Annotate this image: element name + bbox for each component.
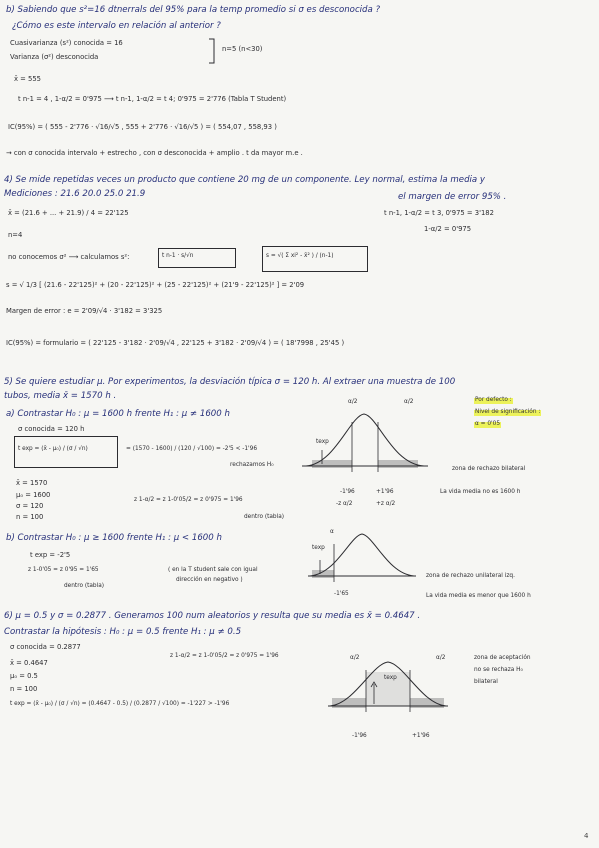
ex5-note-alpha: α = 0'05: [475, 421, 501, 427]
ex5a-reject: rechazamos H₀: [230, 462, 274, 468]
ex6-texp: t exp = (x̄ - μ₀) / (σ / √n) = (0.4647 - 0.5) / (0.2877 / √100) = -1'227 > -1'96: [10, 701, 230, 707]
page-number: 4: [584, 832, 589, 840]
ex5b-conclusion: La vida media es menor que 1600 h: [426, 593, 531, 599]
ex5a-axis-z-right: +z α/2: [376, 501, 396, 507]
ex6-sigma: σ conocida = 0.2877: [10, 643, 81, 651]
ex5a-alpha-right: α/2: [404, 399, 414, 405]
ex4-formula-1: t n-1 · s/√n: [162, 253, 194, 259]
ex6-heading: 6) μ = 0.5 y σ = 0.2877 . Generamos 100 num aleatorios y resulta que su media es x̄ = 0.4647 .: [4, 611, 421, 621]
ex-b-variance: Varianza (σ²) desconocida: [10, 53, 99, 61]
ex5-heading-2: tubos, media x̄ = 1570 h .: [4, 391, 117, 401]
ex-b-t: t n-1 = 4 , 1-α/2 = 0'975 ⟶ t n-1, 1-α/2 = t 4; 0'975 = 2'776 (Tabla T Student): [18, 95, 287, 103]
ex5a-s: σ = 120: [16, 502, 44, 510]
ex-b-conclusion: → con σ conocida intervalo + estrecho , con σ desconocida + amplio . t da mayor m.e .: [6, 149, 303, 157]
ex6-axis-right: +1'96: [412, 733, 430, 739]
ex5a-bilateral-graph: [300, 406, 430, 512]
ex5a-calc: = (1570 - 1600) / (120 / √100) = -2'5 < -1'96: [126, 446, 258, 452]
ex5b-heading: b) Contrastar H₀ : μ ≥ 1600 frente H₁ : μ < 1600 h: [6, 533, 222, 543]
ex6-texp-label: texp: [384, 675, 397, 681]
ex5a-mu: μ₀ = 1600: [16, 491, 51, 499]
ex5b-texp: t exp = -2'5: [30, 551, 71, 559]
ex4-measurements: Mediciones : 21.6 20.0 25.0 21.9: [4, 189, 146, 199]
ex4-t-right: t n-1, 1-α/2 = t 3, 0'975 = 3'182: [384, 209, 494, 217]
ex5b-note-1: ( en la T student sale con igual: [168, 567, 258, 573]
ex5-heading: 5) Se quiere estudiar μ. Por experimentos, la desviación típica σ = 120 h. Al extraer una muestra de 100: [4, 377, 456, 387]
ex4-calc-note: no conocemos σ² ⟶ calculamos s²:: [8, 253, 130, 261]
ex6-z: z 1-α/2 = z 1-0'05/2 = z 0'975 = 1'96: [170, 653, 279, 659]
ex6-zone-acceptance: zona de aceptación: [474, 655, 531, 661]
ex6-alpha-right: α/2: [436, 655, 446, 661]
ex6-xbar: x̄ = 0.4647: [10, 659, 48, 667]
ex6-axis-left: -1'96: [352, 733, 367, 739]
ex5a-conclusion: La vida media no es 1600 h: [440, 489, 521, 495]
ex5a-alpha-left: α/2: [348, 399, 358, 405]
ex4-formula-2: s = √( Σ xi² - x̄² ) / (n-1): [266, 253, 334, 259]
ex-b-question: ¿Cómo es este intervalo en relación al anterior ?: [12, 21, 221, 31]
ex5-note-significance: Nivel de significación :: [475, 409, 541, 415]
ex4-margin-label: el margen de error 95% .: [398, 192, 507, 202]
ex4-s: s = √ 1/3 [ (21.6 - 22'125)² + (20 - 22'125)² + (25 - 22'125)² + (21'9 - 22'125)² ] = 2'09: [6, 281, 305, 289]
ex-b-xbar: x̄ = 555: [14, 75, 42, 83]
ex5a-n: n = 100: [16, 513, 44, 521]
ex5a-z: z 1-α/2 = z 1-0'05/2 = z 0'975 = 1'96: [134, 497, 243, 503]
ex6-heading-2: Contrastar la hipótesis : H₀ : μ = 0.5 frente H₁ : μ ≠ 0.5: [4, 627, 242, 637]
ex5a-zone: zona de rechazo bilateral: [452, 466, 526, 472]
ex4-ic: IC(95%) = formulario = ( 22'125 - 3'182 · 2'09/√4 , 22'125 + 3'182 · 2'09/√4 ) = ( 18'7998 , 25'45 ): [6, 339, 345, 347]
ex5a-axis-right: +1'96: [376, 489, 394, 495]
ex6-alpha-half: α/2: [350, 655, 360, 661]
ex-b-n: n=5 (n<30): [222, 45, 263, 53]
ex4-t-right2: 1-α/2 = 0'975: [424, 225, 472, 233]
ex4-heading: 4) Se mide repetidas veces un producto que contiene 20 mg de un componente. Ley normal, estima la media y: [4, 175, 485, 185]
ex5a-sigma: σ conocida = 120 h: [18, 425, 85, 433]
ex6-zone-no-reject: no se rechaza H₀: [474, 667, 523, 673]
ex4-margin: Margen de error : e = 2'09/√4 · 3'182 = 3'325: [6, 307, 163, 315]
ex5b-note-2: dirección en negativo ): [176, 577, 243, 583]
ex5-note-default: Por defecto :: [475, 397, 512, 403]
ex5a-texp-label: texp: [316, 439, 329, 445]
ex-b-quasivariance: Cuasivarianza (s²) conocida = 16: [10, 39, 123, 47]
ex-b-ic: IC(95%) = ( 555 - 2'776 · √16/√5 , 555 + 2'776 · √16/√5 ) = ( 554,07 , 558,93 ): [8, 123, 277, 131]
ex6-n: n = 100: [10, 685, 38, 693]
ex5a-axis-left: -1'96: [340, 489, 355, 495]
ex5a-texp-formula: t exp = (x̄ - μ₀) / (σ / √n): [18, 446, 88, 452]
ex5b-z: z 1-0'05 = z 0'95 = 1'65: [28, 567, 99, 573]
ex4-xbar: x̄ = (21.6 + ... + 21.9) / 4 = 22'125: [8, 209, 129, 217]
ex5a-xbar: x̄ = 1570: [16, 479, 48, 487]
ex6-zone-bilateral: bilateral: [474, 679, 498, 685]
ex6-mu: μ₀ = 0.5: [10, 672, 38, 680]
ex5b-axis: -1'65: [334, 591, 349, 597]
ex5a-heading: a) Contrastar H₀ : μ = 1600 h frente H₁ : μ ≠ 1600 h: [6, 409, 230, 419]
brace-icon: [208, 38, 216, 64]
ex4-n: n=4: [8, 231, 23, 239]
ex5a-axis-z-left: -z α/2: [336, 501, 353, 507]
ex5b-alpha: α: [330, 529, 334, 535]
ex5b-z-note: dentro (tabla): [64, 583, 105, 589]
ex5a-z-note: dentro (tabla): [244, 514, 285, 520]
ex6-acceptance-graph: [328, 650, 448, 732]
ex-b-heading: b) Sabiendo que s²=16 dtnerrals del 95% para la temp promedio si σ es desconocida ?: [6, 5, 381, 15]
ex5b-zone: zona de rechazo unilateral izq.: [426, 573, 515, 579]
ex5b-texp-label: texp: [312, 545, 325, 551]
ex5b-unilateral-graph: [306, 530, 418, 600]
